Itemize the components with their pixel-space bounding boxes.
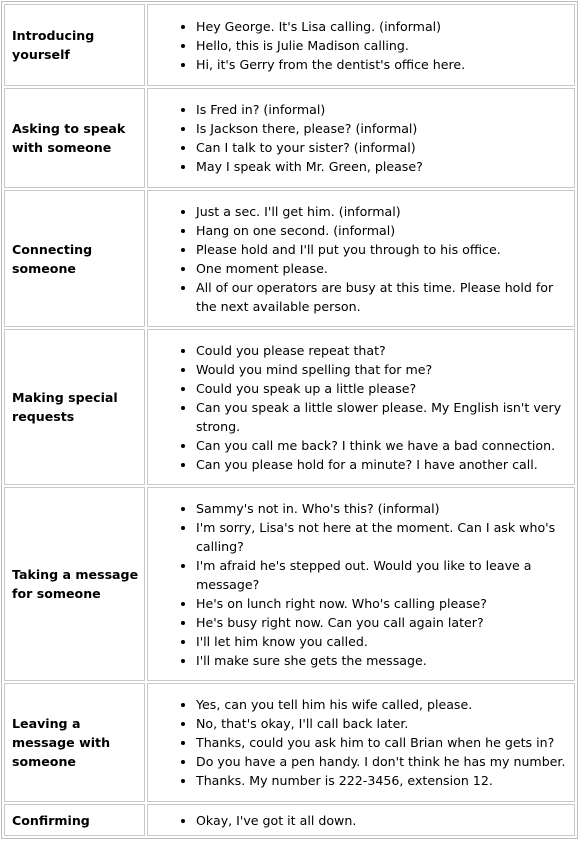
phrase-item: • Can you please hold for a minute? I have another call. (196, 455, 568, 474)
phrase-item: • No, that's okay, I'll call back later. (196, 714, 568, 733)
phrase-item: • Is Jackson there, please? (informal) (196, 119, 568, 138)
phrase-list (148, 17, 568, 74)
phrase-item: • Can I talk to your sister? (informal) (196, 138, 568, 157)
phrase-item: • May I speak with Mr. Green, please? (196, 157, 568, 176)
phrases-cell (147, 4, 575, 86)
phrase-list (148, 202, 568, 316)
phrases-cell (147, 487, 575, 681)
table-row (4, 804, 575, 836)
phrase-item: • Would you mind spelling that for me? (196, 360, 568, 379)
phrase-item: • Can you speak a little slower please. My English isn't very strong. (196, 398, 568, 436)
phrase-item: • Yes, can you tell him his wife called, please. (196, 695, 568, 714)
phrase-item: • I'm afraid he's stepped out. Would you like to leave a message? (196, 556, 568, 594)
table-row (4, 329, 575, 485)
phrase-item: • Thanks. My number is 222-3456, extension 12. (196, 771, 568, 790)
table-row (4, 683, 575, 802)
phrase-item: • Could you please repeat that? (196, 341, 568, 360)
category-cell: Making special requests (4, 329, 145, 485)
phrase-item: • Could you speak up a little please? (196, 379, 568, 398)
phrase-item: • He's busy right now. Can you call again later? (196, 613, 568, 632)
category-cell: Taking a message for someone (4, 487, 145, 681)
phrase-item: • I'm sorry, Lisa's not here at the moment. Can I ask who's calling? (196, 518, 568, 556)
phrase-item: • I'll make sure she gets the message. (196, 651, 568, 670)
phrase-list (148, 499, 568, 670)
category-cell: Confirming (4, 804, 145, 836)
phrases-cell (147, 329, 575, 485)
phrase-list (148, 341, 568, 474)
phrase-list (148, 695, 568, 790)
phrase-item: • Hi, it's Gerry from the dentist's office here. (196, 55, 568, 74)
phrase-item: • Thanks, could you ask him to call Brian when he gets in? (196, 733, 568, 752)
phrase-list (148, 100, 568, 176)
phrase-item: • Sammy's not in. Who's this? (informal) (196, 499, 568, 518)
table-row (4, 4, 575, 86)
phrase-item: • Hello, this is Julie Madison calling. (196, 36, 568, 55)
phrase-item: • Can you call me back? I think we have a bad connection. (196, 436, 568, 455)
phrase-list (148, 811, 568, 830)
phrase-item: • He's on lunch right now. Who's calling please? (196, 594, 568, 613)
table-row (4, 190, 575, 327)
phrases-cell (147, 190, 575, 327)
phrases-cell (147, 804, 575, 836)
phrase-item: • Okay, I've got it all down. (196, 811, 568, 830)
table-row (4, 88, 575, 188)
phrase-item: • Hang on one second. (informal) (196, 221, 568, 240)
phrases-cell (147, 88, 575, 188)
phrases-cell (147, 683, 575, 802)
phrase-item: • I'll let him know you called. (196, 632, 568, 651)
phrase-item: • Do you have a pen handy. I don't think he has my number. (196, 752, 568, 771)
category-cell: Connecting someone (4, 190, 145, 327)
category-cell: Leaving a message with someone (4, 683, 145, 802)
phrase-item: • Is Fred in? (informal) (196, 100, 568, 119)
phrase-item: • All of our operators are busy at this time. Please hold for the next available person. (196, 278, 568, 316)
phrase-item: • One moment please. (196, 259, 568, 278)
category-cell: Introducing yourself (4, 4, 145, 86)
category-cell: Asking to speak with someone (4, 88, 145, 188)
table-row (4, 487, 575, 681)
phone-phrases-table (1, 1, 578, 839)
phrase-item: • Please hold and I'll put you through to his office. (196, 240, 568, 259)
phrase-item: • Hey George. It's Lisa calling. (informal) (196, 17, 568, 36)
phrase-item: • Just a sec. I'll get him. (informal) (196, 202, 568, 221)
